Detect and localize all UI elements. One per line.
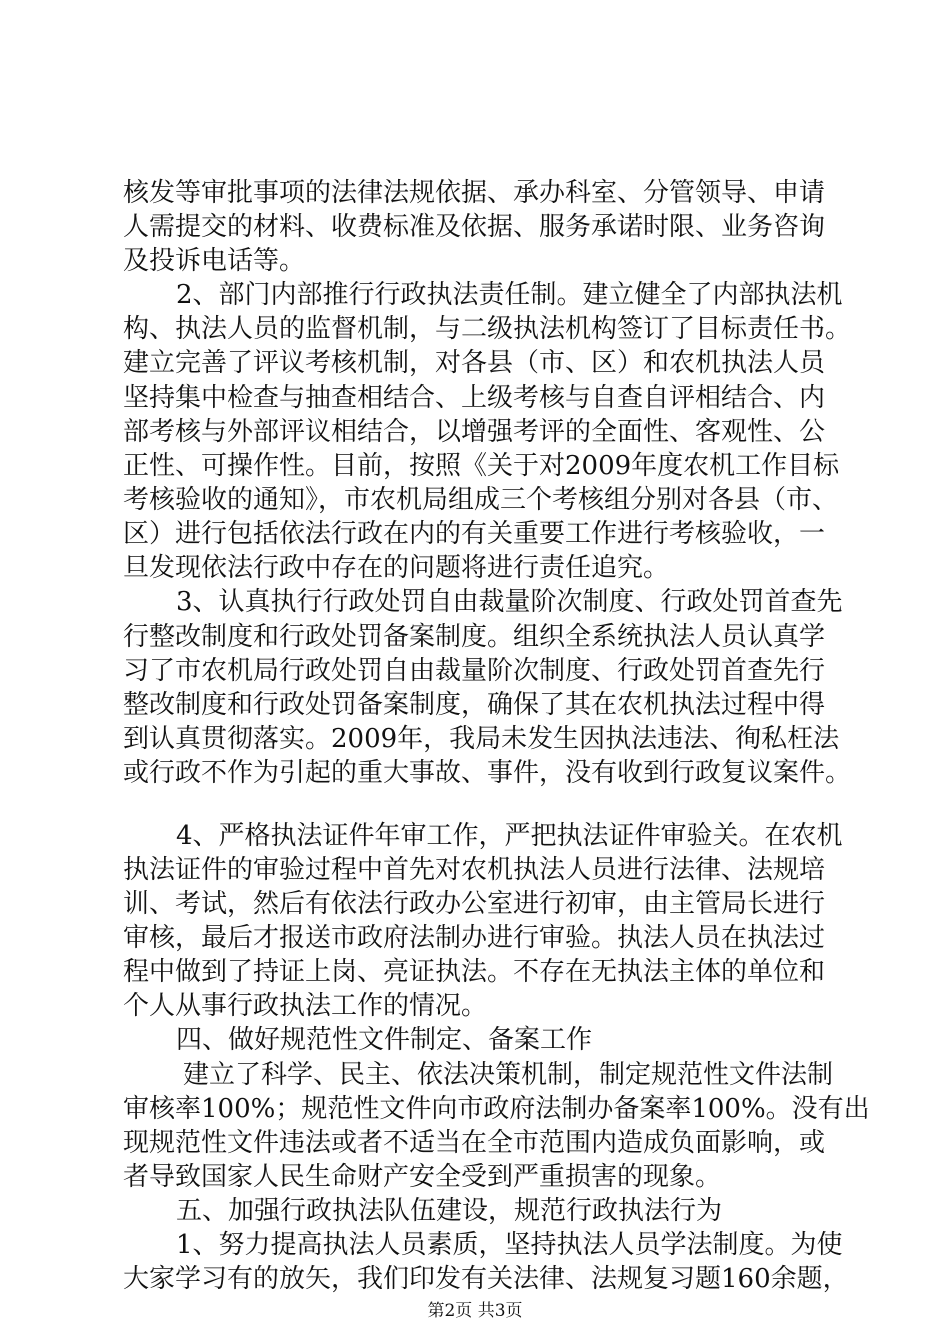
paragraph-line: 2、部门内部推行行政执法责任制。建立健全了内部执法机 (176, 280, 843, 310)
paragraph-line: 大家学习有的放矢，我们印发有关法律、法规复习题160余题， (123, 1264, 849, 1294)
paragraph-line: 审核率100%；规范性文件向市政府法制办备案率100%。没有出 (123, 1094, 870, 1124)
paragraph-line: 者导致国家人民生命财产安全受到严重损害的现象。 (123, 1162, 722, 1192)
page-footer: 第2页 共3页 (427, 1301, 523, 1321)
paragraph-line: 建立完善了评议考核机制，对各县（市、区）和农机执法人员 (123, 348, 826, 378)
paragraph-line: 或行政不作为引起的重大事故、事件，没有收到行政复议案件。 (123, 758, 852, 788)
paragraph-line: 1、努力提高执法人员素质，坚持执法人员学法制度。为使 (176, 1230, 843, 1260)
paragraph-line: 个人从事行政执法工作的情况。 (123, 991, 488, 1021)
paragraph-line: 习了市农机局行政处罚自由裁量阶次制度、行政处罚首查先行 (123, 656, 826, 686)
paragraph-line: 3、认真执行行政处罚自由裁量阶次制度、行政处罚首查先 (176, 587, 843, 617)
paragraph-line: 行整改制度和行政处罚备案制度。组织全系统执法人员认真学 (123, 622, 826, 652)
paragraph-line: 审核，最后才报送市政府法制办进行审验。执法人员在执法过 (123, 923, 826, 953)
paragraph-line: 正性、可操作性。目前，按照《关于对2009年度农机工作目标 (123, 451, 840, 481)
paragraph-line: 执法证件的审验过程中首先对农机执法人员进行法律、法规培 (123, 855, 826, 885)
paragraph-line: 人需提交的材料、收费标准及依据、服务承诺时限、业务咨询 (123, 212, 826, 242)
section-heading: 四、做好规范性文件制定、备案工作 (176, 1025, 593, 1055)
paragraph-line: 部考核与外部评议相结合，以增强考评的全面性、客观性、公 (123, 417, 826, 447)
paragraph-line: 区）进行包括依法行政在内的有关重要工作进行考核验收，一 (123, 519, 826, 549)
paragraph-line: 到认真贯彻落实。2009年，我局未发生因执法违法、徇私枉法 (123, 724, 840, 754)
paragraph-line: 训、考试，然后有依法行政办公室进行初审，由主管局长进行 (123, 889, 826, 919)
paragraph-line: 整改制度和行政处罚备案制度，确保了其在农机执法过程中得 (123, 690, 826, 720)
paragraph-line: 旦发现依法行政中存在的问题将进行责任追究。 (123, 553, 670, 583)
paragraph-line: 程中做到了持证上岗、亮证执法。不存在无执法主体的单位和 (123, 957, 826, 987)
paragraph-line: 现规范性文件违法或者不适当在全市范围内造成负面影响，或 (123, 1128, 826, 1158)
paragraph-line: 4、严格执法证件年审工作，严把执法证件审验关。在农机 (176, 821, 843, 851)
paragraph-line: 及投诉电话等。 (123, 246, 306, 276)
paragraph-line: 构、执法人员的监督机制，与二级执法机构签订了目标责任书。 (123, 314, 852, 344)
section-heading: 五、加强行政执法队伍建设，规范行政执法行为 (176, 1196, 723, 1226)
paragraph-line: 建立了科学、民主、依法决策机制，制定规范性文件法制 (183, 1060, 834, 1090)
paragraph-line: 考核验收的通知》，市农机局组成三个考核组分别对各县（市、 (123, 485, 839, 515)
paragraph-line: 坚持集中检查与抽查相结合、上级考核与自查自评相结合、内 (123, 383, 826, 413)
paragraph-line: 核发等审批事项的法律法规依据、承办科室、分管领导、申请 (123, 178, 826, 208)
